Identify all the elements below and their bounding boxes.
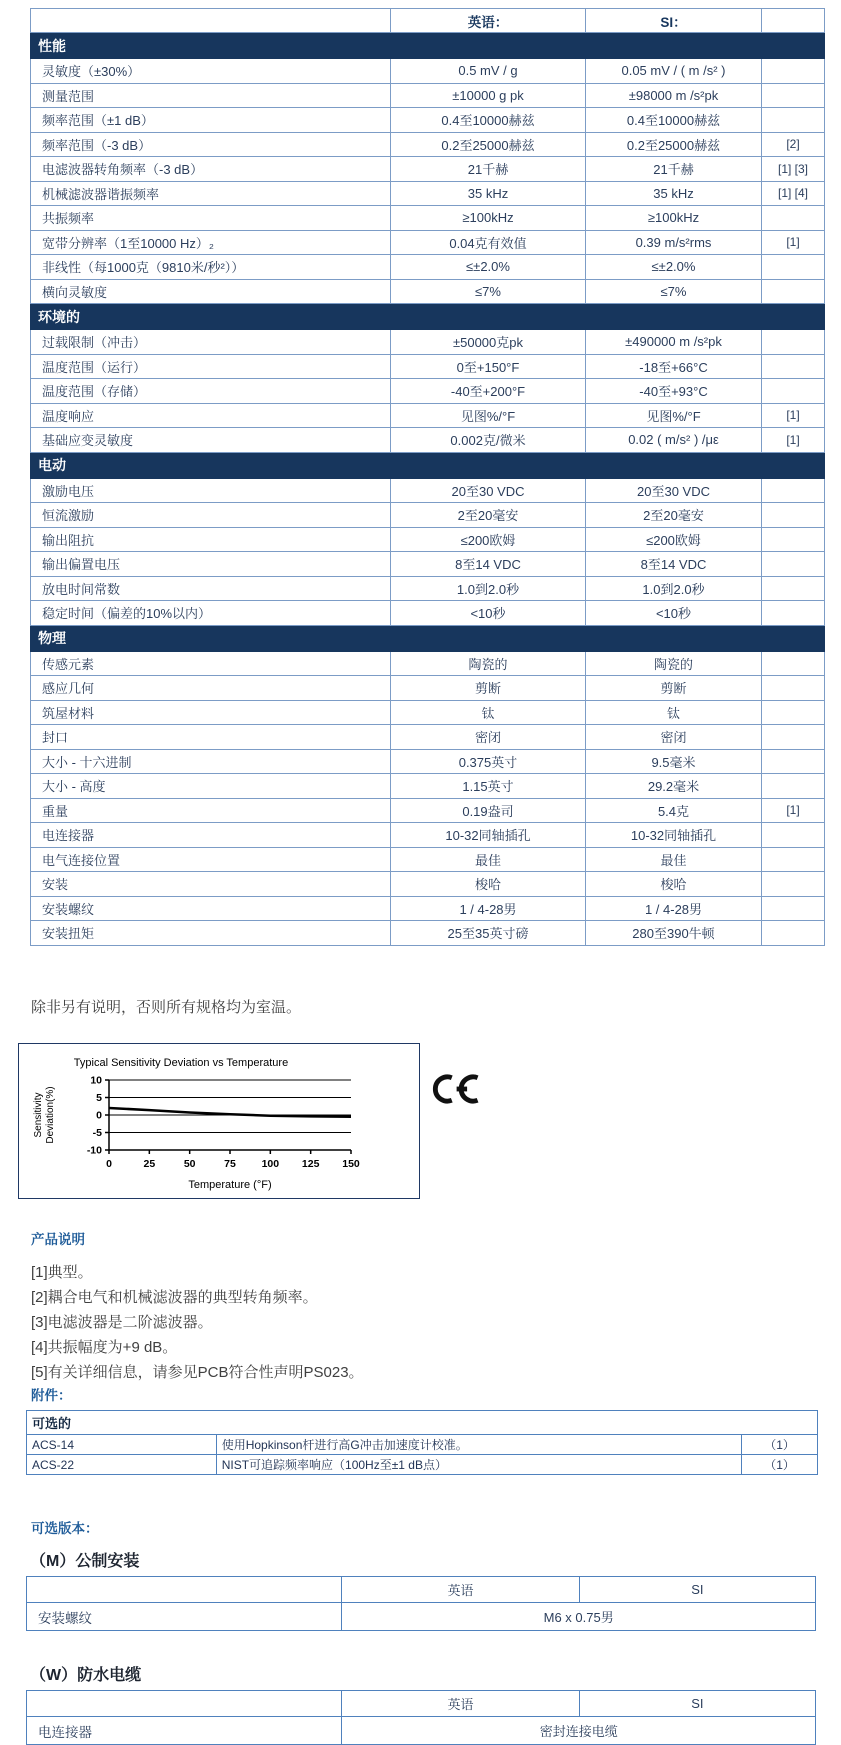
- spec-row: [31, 330, 825, 355]
- version-row-value: M6 x 0.75男: [342, 1603, 816, 1631]
- spec-label-cell: 横向灵敏度: [31, 279, 391, 304]
- spec-si-cell: 最佳: [586, 847, 762, 872]
- spec-row: [31, 354, 825, 379]
- version-header-blank: [27, 1691, 342, 1717]
- spec-note-cell: [762, 552, 825, 577]
- spec-si-cell: 21千赫: [586, 157, 762, 182]
- version-title: （M）公制安装: [30, 1553, 140, 1570]
- version-col-english: 英语: [342, 1691, 579, 1717]
- spec-english-cell: 1.0到2.0秒: [391, 576, 586, 601]
- spec-si-cell: -18至+66°C: [586, 354, 762, 379]
- spec-english-cell: ±50000克pk: [391, 330, 586, 355]
- spec-note-cell: [762, 725, 825, 750]
- spec-si-cell: 密闭: [586, 725, 762, 750]
- spec-si-cell: 29.2毫米: [586, 774, 762, 799]
- chart-title: Typical Sensitivity Deviation vs Temperature: [73, 1057, 289, 1069]
- attachment-code: ACS-14: [27, 1435, 217, 1455]
- spec-header-row: [31, 9, 825, 33]
- room-temp-note: 除非另有说明，否则所有规格均为室温。: [31, 999, 302, 1016]
- spec-label-cell: 感应几何: [31, 676, 391, 701]
- spec-row: [31, 700, 825, 725]
- spec-label-cell: 传感元素: [31, 651, 391, 676]
- spec-row: [31, 749, 825, 774]
- section-row: [31, 304, 825, 330]
- spec-english-cell: ≤±2.0%: [391, 255, 586, 280]
- spec-english-cell: 0至+150°F: [391, 354, 586, 379]
- spec-label-cell: 电滤波器转角频率（-3 dB）: [31, 157, 391, 182]
- product-note: [2]耦合电气和机械滤波器的典型转角频率。: [31, 1289, 318, 1306]
- spec-header-blank: [31, 9, 391, 33]
- spec-label-cell: 大小 - 高度: [31, 774, 391, 799]
- spec-label-cell: 温度响应: [31, 403, 391, 428]
- attachment-qty: （1）: [742, 1435, 818, 1455]
- spec-label-cell: 重量: [31, 798, 391, 823]
- spec-english-cell: 0.04克有效值: [391, 230, 586, 255]
- spec-label-cell: 输出偏置电压: [31, 552, 391, 577]
- spec-row: [31, 774, 825, 799]
- spec-table-body: [31, 33, 825, 946]
- spec-note-cell: [762, 774, 825, 799]
- x-tick-label: 50: [183, 1158, 196, 1170]
- spec-english-cell: 0.4至10000赫兹: [391, 108, 586, 133]
- spec-si-cell: 0.4至10000赫兹: [586, 108, 762, 133]
- chart-ylabel-1: Sensitivity: [33, 1092, 44, 1138]
- spec-note-cell: [2]: [762, 132, 825, 157]
- spec-label-cell: 共振频率: [31, 206, 391, 231]
- spec-row: [31, 181, 825, 206]
- spec-si-cell: 1 / 4-28男: [586, 896, 762, 921]
- spec-note-cell: [762, 847, 825, 872]
- spec-note-cell: [762, 330, 825, 355]
- spec-si-cell: 梭哈: [586, 872, 762, 897]
- spec-label-cell: 频率范围（-3 dB）: [31, 132, 391, 157]
- attachment-desc: 使用Hopkinson杆进行高G冲击加速度计校准。: [216, 1435, 741, 1455]
- version-title: （W）防水电缆: [30, 1667, 142, 1684]
- spec-label-cell: 频率范围（±1 dB）: [31, 108, 391, 133]
- spec-label-cell: 温度范围（运行）: [31, 354, 391, 379]
- x-tick-label: 125: [301, 1158, 320, 1170]
- spec-english-cell: 梭哈: [391, 872, 586, 897]
- spec-si-cell: ≤±2.0%: [586, 255, 762, 280]
- version-row-value: 密封连接电缆: [342, 1717, 816, 1745]
- spec-english-cell: 8至14 VDC: [391, 552, 586, 577]
- spec-english-cell: 25至35英寸磅: [391, 921, 586, 946]
- version-table: [26, 1576, 816, 1631]
- spec-row: [31, 230, 825, 255]
- spec-english-cell: <10秒: [391, 601, 586, 626]
- attachment-row: [27, 1435, 818, 1455]
- version-row: [27, 1603, 816, 1631]
- spec-si-cell: ≤200欧姆: [586, 527, 762, 552]
- spec-si-cell: 1.0到2.0秒: [586, 576, 762, 601]
- spec-row: [31, 798, 825, 823]
- spec-row: [31, 725, 825, 750]
- spec-si-cell: 8至14 VDC: [586, 552, 762, 577]
- spec-label-cell: 机械滤波器谐振频率: [31, 181, 391, 206]
- spec-english-cell: 密闭: [391, 725, 586, 750]
- spec-english-cell: 21千赫: [391, 157, 586, 182]
- spec-row: [31, 576, 825, 601]
- section-row: [31, 33, 825, 59]
- attachments-group-label: 可选的: [27, 1411, 818, 1435]
- attachment-desc: NIST可追踪频率响应（100Hz至±1 dB点）: [216, 1455, 741, 1475]
- spec-row: [31, 847, 825, 872]
- spec-si-cell: ≤7%: [586, 279, 762, 304]
- spec-si-cell: 剪断: [586, 676, 762, 701]
- spec-row: [31, 157, 825, 182]
- spec-english-cell: ≥100kHz: [391, 206, 586, 231]
- spec-label-cell: 过载限制（冲击）: [31, 330, 391, 355]
- spec-si-cell: ±490000 m /s²pk: [586, 330, 762, 355]
- version-header-blank: [27, 1577, 342, 1603]
- optional-versions-heading: 可选版本：: [31, 1521, 99, 1536]
- y-tick-label: -5: [92, 1127, 102, 1139]
- section-title: 物理: [31, 625, 825, 651]
- spec-label-cell: 输出阻抗: [31, 527, 391, 552]
- spec-table: [30, 8, 825, 946]
- spec-note-cell: [762, 676, 825, 701]
- product-note: [3]电滤波器是二阶滤波器。: [31, 1314, 213, 1331]
- spec-english-cell: 10-32同轴插孔: [391, 823, 586, 848]
- spec-english-cell: 0.375英寸: [391, 749, 586, 774]
- chart-ylabel-2: Deviation(%): [45, 1086, 56, 1144]
- spec-note-cell: [762, 921, 825, 946]
- attachment-row: [27, 1455, 818, 1475]
- spec-label-cell: 基础应变灵敏度: [31, 428, 391, 453]
- spec-si-cell: <10秒: [586, 601, 762, 626]
- spec-english-cell: 见图%/°F: [391, 403, 586, 428]
- section-row: [31, 625, 825, 651]
- spec-note-cell: [762, 255, 825, 280]
- spec-label-cell: 宽带分辨率（1至10000 Hz）₂: [31, 230, 391, 255]
- spec-row: [31, 676, 825, 701]
- spec-si-cell: 35 kHz: [586, 181, 762, 206]
- spec-note-cell: [762, 872, 825, 897]
- attachments-group-row: [27, 1411, 818, 1435]
- spec-row: [31, 255, 825, 280]
- spec-label-cell: 大小 - 十六进制: [31, 749, 391, 774]
- spec-note-cell: [762, 279, 825, 304]
- product-notes-heading: 产品说明: [31, 1232, 85, 1247]
- attachments-table: [26, 1410, 818, 1475]
- spec-row: [31, 601, 825, 626]
- spec-label-cell: 筑屋材料: [31, 700, 391, 725]
- spec-row: [31, 651, 825, 676]
- y-tick-label: -10: [86, 1144, 102, 1157]
- x-tick-label: 100: [261, 1158, 280, 1170]
- spec-label-cell: 安装: [31, 872, 391, 897]
- attachment-qty: （1）: [742, 1455, 818, 1475]
- spec-english-cell: ±10000 g pk: [391, 83, 586, 108]
- spec-english-cell: 钛: [391, 700, 586, 725]
- spec-note-cell: [762, 823, 825, 848]
- version-header-row: [27, 1691, 816, 1717]
- version-row-label: 安装螺纹: [27, 1603, 342, 1631]
- spec-note-cell: [762, 83, 825, 108]
- spec-note-cell: [762, 601, 825, 626]
- spec-english-cell: 0.19盎司: [391, 798, 586, 823]
- spec-note-cell: [1] [4]: [762, 181, 825, 206]
- spec-si-cell: 0.2至25000赫兹: [586, 132, 762, 157]
- section-row: [31, 452, 825, 478]
- y-tick-label: 5: [96, 1092, 102, 1104]
- spec-note-cell: [762, 527, 825, 552]
- version-header-row: [27, 1577, 816, 1603]
- spec-note-cell: [762, 576, 825, 601]
- spec-row: [31, 428, 825, 453]
- x-tick-label: 150: [342, 1158, 360, 1170]
- spec-row: [31, 823, 825, 848]
- product-notes-list: [31, 1260, 811, 1385]
- spec-english-cell: 35 kHz: [391, 181, 586, 206]
- spec-note-cell: [762, 354, 825, 379]
- spec-si-cell: 5.4克: [586, 798, 762, 823]
- spec-row: [31, 279, 825, 304]
- spec-row: [31, 896, 825, 921]
- spec-row: [31, 552, 825, 577]
- version-col-english: 英语: [342, 1577, 579, 1603]
- spec-english-cell: ≤200欧姆: [391, 527, 586, 552]
- chart-xlabel: Temperature (°F): [188, 1179, 272, 1191]
- spec-note-cell: [762, 651, 825, 676]
- attachment-code: ACS-22: [27, 1455, 217, 1475]
- spec-label-cell: 测量范围: [31, 83, 391, 108]
- spec-note-cell: [762, 503, 825, 528]
- section-title: 电动: [31, 452, 825, 478]
- spec-row: [31, 527, 825, 552]
- section-title: 环境的: [31, 304, 825, 330]
- spec-col-si: SI：: [586, 9, 762, 33]
- spec-si-cell: 10-32同轴插孔: [586, 823, 762, 848]
- spec-label-cell: 放电时间常数: [31, 576, 391, 601]
- product-note: [4]共振幅度为+9 dB。: [31, 1339, 178, 1356]
- spec-english-cell: 0.5 mV / g: [391, 59, 586, 84]
- spec-si-cell: 0.39 m/s²rms: [586, 230, 762, 255]
- spec-note-cell: [762, 379, 825, 404]
- attachments-table-body: [27, 1435, 818, 1475]
- spec-label-cell: 温度范围（存储）: [31, 379, 391, 404]
- spec-label-cell: 恒流激励: [31, 503, 391, 528]
- spec-si-cell: -40至+93°C: [586, 379, 762, 404]
- spec-english-cell: 1.15英寸: [391, 774, 586, 799]
- spec-note-cell: [762, 59, 825, 84]
- spec-si-cell: 0.05 mV / ( m /s² ): [586, 59, 762, 84]
- spec-label-cell: 安装螺纹: [31, 896, 391, 921]
- spec-si-cell: ≥100kHz: [586, 206, 762, 231]
- spec-note-cell: [762, 896, 825, 921]
- x-tick-label: 25: [143, 1158, 156, 1170]
- spec-row: [31, 108, 825, 133]
- spec-english-cell: ≤7%: [391, 279, 586, 304]
- x-tick-label: 75: [224, 1158, 236, 1170]
- spec-row: [31, 478, 825, 503]
- spec-english-cell: 最佳: [391, 847, 586, 872]
- spec-label-cell: 激励电压: [31, 478, 391, 503]
- spec-row: [31, 872, 825, 897]
- spec-row: [31, 503, 825, 528]
- spec-row: [31, 132, 825, 157]
- optional-versions-block: [26, 1548, 816, 1745]
- spec-col-english: 英语：: [391, 9, 586, 33]
- spec-header-notes-blank: [762, 9, 825, 33]
- spec-english-cell: 陶瓷的: [391, 651, 586, 676]
- x-tick-label: 0: [106, 1158, 112, 1170]
- spec-si-cell: 20至30 VDC: [586, 478, 762, 503]
- spec-row: [31, 921, 825, 946]
- version-row-label: 电连接器: [27, 1717, 342, 1745]
- spec-note-cell: [762, 749, 825, 774]
- spec-si-cell: 9.5毫米: [586, 749, 762, 774]
- spec-english-cell: 0.2至25000赫兹: [391, 132, 586, 157]
- section-title: 性能: [31, 33, 825, 59]
- spec-note-cell: [762, 206, 825, 231]
- product-note: [5]有关详细信息，请参见PCB符合性声明PS023。: [31, 1364, 364, 1381]
- chart-and-ce-row: [18, 1043, 841, 1203]
- spec-note-cell: [762, 108, 825, 133]
- spec-row: [31, 379, 825, 404]
- spec-note-cell: [762, 478, 825, 503]
- y-tick-label: 0: [96, 1109, 102, 1122]
- spec-label-cell: 电连接器: [31, 823, 391, 848]
- spec-english-cell: 20至30 VDC: [391, 478, 586, 503]
- spec-si-cell: 钛: [586, 700, 762, 725]
- spec-si-cell: ±98000 m /s²pk: [586, 83, 762, 108]
- chart-canvas: [19, 1044, 417, 1196]
- spec-row: [31, 403, 825, 428]
- spec-label-cell: 封口: [31, 725, 391, 750]
- spec-english-cell: 0.002克/微米: [391, 428, 586, 453]
- spec-si-cell: 见图%/°F: [586, 403, 762, 428]
- spec-si-cell: 280至390牛顿: [586, 921, 762, 946]
- sensitivity-temperature-chart: [18, 1043, 420, 1199]
- product-notes-block: [31, 1228, 811, 1385]
- spec-note-cell: [1] [3]: [762, 157, 825, 182]
- spec-note-cell: [1]: [762, 230, 825, 255]
- spec-note-cell: [1]: [762, 798, 825, 823]
- spec-label-cell: 灵敏度（±30%）: [31, 59, 391, 84]
- spec-english-cell: -40至+200°F: [391, 379, 586, 404]
- spec-english-cell: 剪断: [391, 676, 586, 701]
- spec-si-cell: 陶瓷的: [586, 651, 762, 676]
- spec-english-cell: 2至20毫安: [391, 503, 586, 528]
- spec-label-cell: 非线性（每1000克（9810米/秒²））: [31, 255, 391, 280]
- spec-row: [31, 206, 825, 231]
- spec-note-cell: [1]: [762, 403, 825, 428]
- product-note: [1]典型。: [31, 1264, 93, 1281]
- spec-label-cell: 电气连接位置: [31, 847, 391, 872]
- version-table: [26, 1690, 816, 1745]
- version-col-si: SI: [579, 1577, 815, 1603]
- spec-note-cell: [762, 700, 825, 725]
- attachments-heading: 附件：: [31, 1388, 72, 1403]
- spec-note-cell: [1]: [762, 428, 825, 453]
- spec-si-cell: 0.02 ( m/s² ) /με: [586, 428, 762, 453]
- spec-english-cell: 1 / 4-28男: [391, 896, 586, 921]
- y-tick-label: 10: [90, 1074, 102, 1087]
- spec-label-cell: 稳定时间（偏差的10%以内）: [31, 601, 391, 626]
- spec-si-cell: 2至20毫安: [586, 503, 762, 528]
- version-col-si: SI: [579, 1691, 815, 1717]
- version-row: [27, 1717, 816, 1745]
- spec-label-cell: 安装扭矩: [31, 921, 391, 946]
- spec-row: [31, 83, 825, 108]
- spec-row: [31, 59, 825, 84]
- ce-mark-icon: [430, 1069, 480, 1109]
